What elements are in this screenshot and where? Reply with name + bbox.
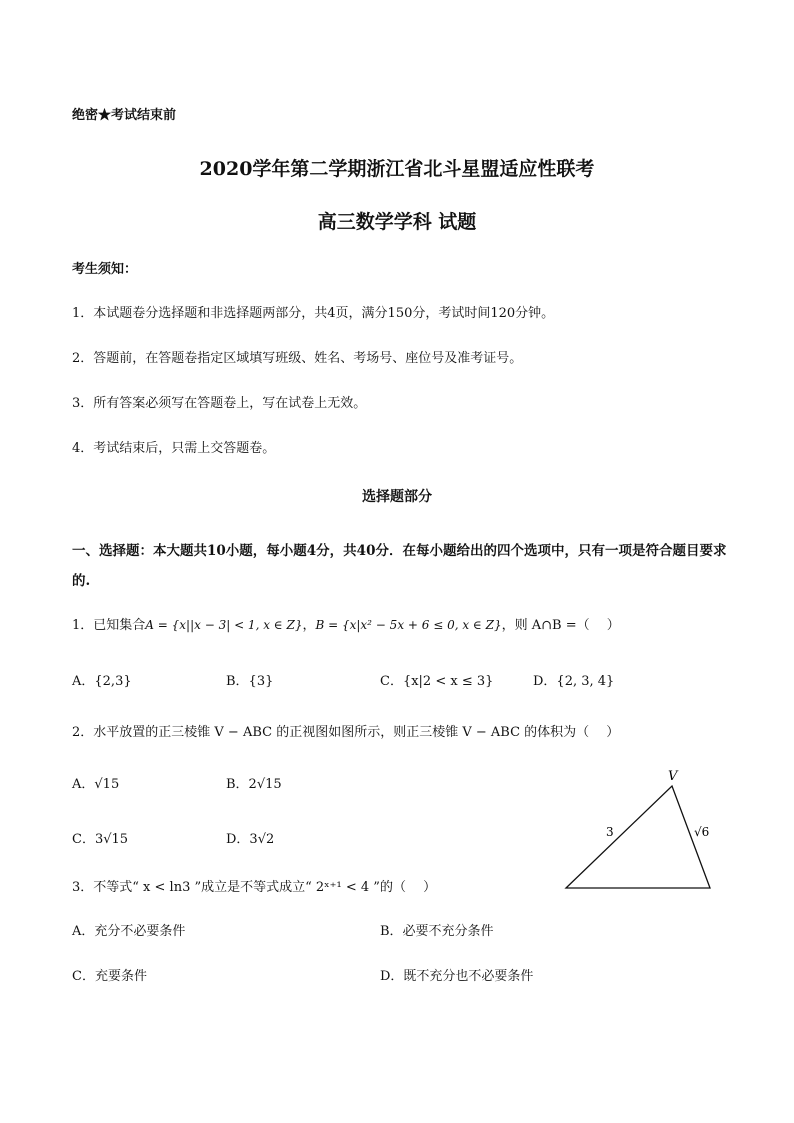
option-a: A．√15: [72, 777, 120, 792]
left-side-label: 3: [606, 825, 614, 839]
question-3-stem: 3．不等式“ x < ln3 ”成立是不等式成立“ 2ˣ⁺¹ < 4 ”的（ ）: [72, 880, 437, 895]
separator: ，: [302, 618, 316, 633]
option-d: D．{2, 3, 4}: [533, 674, 615, 689]
question-1-prefix: 1．已知集合: [72, 618, 146, 633]
option-a: A．{2,3}: [72, 674, 132, 689]
question-1-suffix: ，则 A∩B =（ ）: [501, 618, 620, 633]
option-b: B．必要不充分条件: [380, 924, 494, 939]
front-view-triangle-figure: [560, 764, 720, 894]
question-2-stem: 2．水平放置的正三棱锥 V − ABC 的正视图如图所示，则正三棱锥 V − ABC 的体积为（ ）: [72, 725, 620, 740]
section-heading: 选择题部分: [362, 489, 432, 505]
notice-item: 2．答题前，在答题卷指定区域填写班级、姓名、考场号、座位号及准考证号。: [72, 351, 523, 366]
set-a-expression: A = {x||x − 3| < 1, x ∈ Z}: [145, 618, 303, 632]
exam-subtitle: 高三数学学科 试题: [317, 211, 477, 233]
option-c: C．充要条件: [72, 969, 147, 984]
option-d: D．既不充分也不必要条件: [380, 969, 534, 984]
exam-title: 2020学年第二学期浙江省北斗星盟适应性联考: [199, 158, 595, 180]
notice-item: 3．所有答案必须写在答题卷上，写在试卷上无效。: [72, 396, 367, 411]
notice-item: 1．本试题卷分选择题和非选择题两部分，共4页，满分150分，考试时间120分钟。: [72, 306, 555, 321]
notice-item: 4．考试结束后，只需上交答题卷。: [72, 441, 276, 456]
set-b-expression: B = {x|x² − 5x + 6 ≤ 0, x ∈ Z}: [315, 618, 502, 632]
option-b: B．2√15: [226, 777, 282, 792]
option-c: C．{x|2 < x ≤ 3}: [380, 674, 494, 689]
triangle-outline: [566, 786, 710, 888]
question-1-stem: [72, 614, 620, 633]
option-b: B．{3}: [226, 674, 274, 689]
confidential-label: 绝密★考试结束前: [72, 108, 177, 123]
right-side-label: √6: [694, 825, 710, 839]
option-c: C．3√15: [72, 832, 129, 847]
apex-label-v: V: [668, 769, 678, 784]
part-heading: 一、选择题：本大题共10小题，每小题4分，共40分．在每小题给出的四个选项中，只有一项是符合题目要求的.: [72, 543, 727, 589]
option-d: D．3√2: [226, 832, 275, 847]
notice-heading: 考生须知：: [72, 262, 138, 277]
option-a: A．充分不必要条件: [72, 924, 186, 939]
